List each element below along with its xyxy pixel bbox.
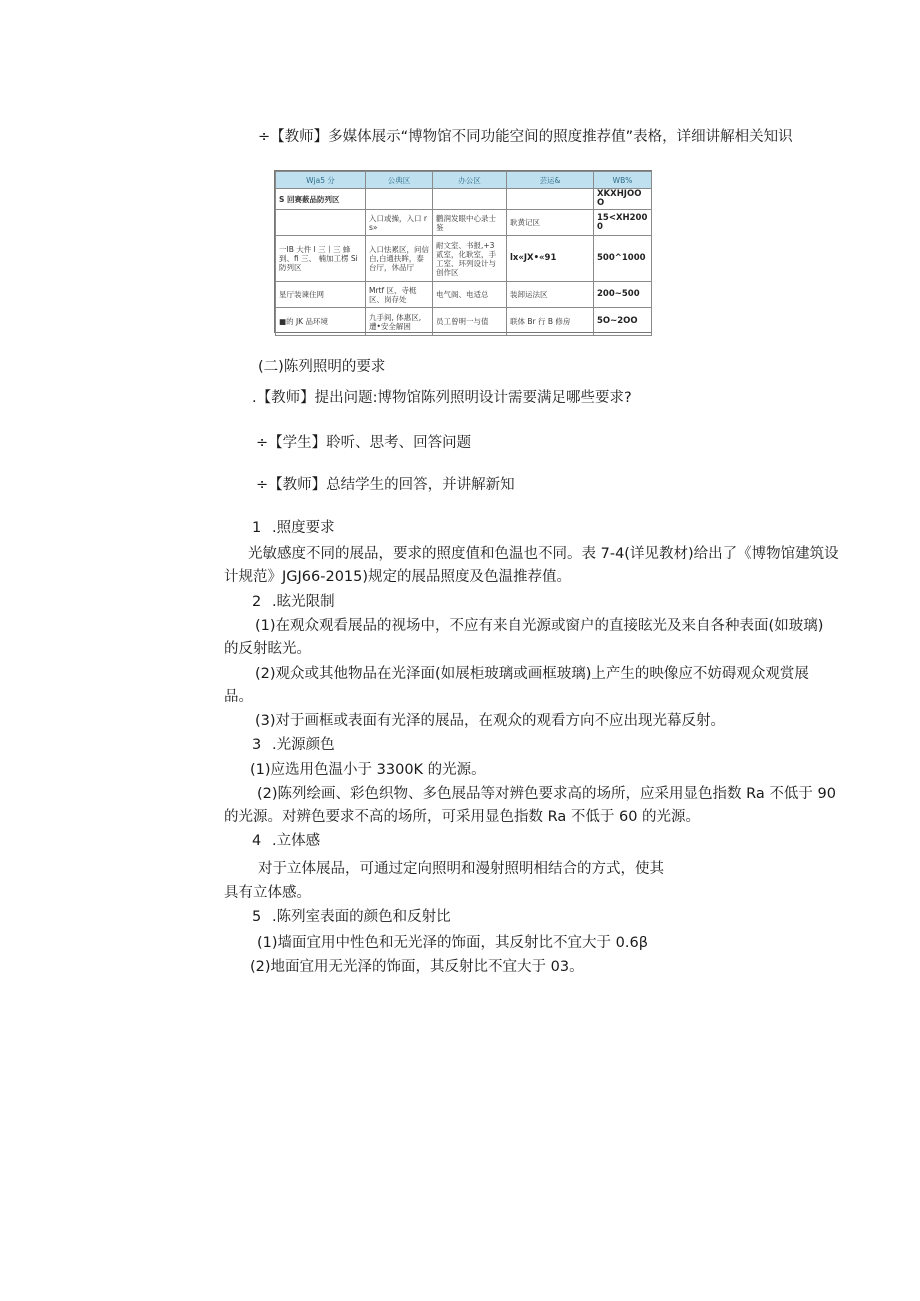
table-cell: 电气阁、电适总 [433,282,507,308]
item-3-number: 3 [252,737,262,753]
table-cell: S 回赛薮品防列区 [276,189,366,210]
item-2-number: 2 [252,594,262,610]
table-row [276,210,652,236]
table-header-cell: 芸运& [507,172,594,189]
section-title: (二)陈列照明的要求 [258,359,386,375]
item-2-para-1-cont: 的反射眩光。 [224,641,311,657]
table-cell [507,189,594,210]
table-cell: 耿黄记区 [507,210,594,236]
table-cell: 一IB 大件 l 三丨三 蜂到、fi 三、 楠加工楞 Si 防列区 [276,236,366,282]
table-cell [366,189,433,210]
teacher-question: .【教师】提出问题:博物馆陈列照明设计需要满足哪些要求? [252,390,632,406]
item-5-para-1: (1)墙面宜用中性色和无光泽的饰面，其反射比不宜大于 0.6β [257,935,648,951]
item-2-para-2: (2)观众或其他物品在光泽面(如展柜玻璃或画框玻璃)上产生的映像应不妨碍观众观赏展 [255,666,809,682]
item-2-para-2-cont: 品。 [224,689,253,705]
table-row [276,308,652,336]
table-cell: 入口怯累区，问信白,白通扶眸，泰台厅，休品厅 [366,236,433,282]
table-cell: 员工曾明一与值 [433,308,507,336]
item-2-para-1: (1)在观众观看展品的视场中，不应有来自光源或窗户的直接眩光及来自各种表面(如玻璃) [255,618,824,634]
item-3-para-2-cont: 的光源。对辨色要求不高的场所，可采用显色指数 Ra 不低于 60 的光源。 [224,809,701,825]
table-header-cell: Wja5 分 [276,172,366,189]
table-cell: 5O~2OO [594,308,652,336]
table-cell: 联体 Br 行 B 修房 [507,308,594,336]
table-cell: 九手间, 体惠区, 遭•安全解困 [366,308,433,336]
item-4-text-cont: 具有立体感。 [224,885,311,901]
teacher-summary: ÷【教师】总结学生的回答，并讲解新知 [256,477,515,493]
table-cell: Mrtf 区、寺梃区、岗存处 [366,282,433,308]
item-1-text: 光敏感度不同的展品，要求的照度值和色温也不同。表 7-4(详见教材)给出了《博物馆建筑设 [248,546,839,562]
table-cell: 入口或操，入口 rs» [366,210,433,236]
item-3-title: .光源颜色 [272,737,335,753]
table-header-cell: 公典区 [366,172,433,189]
item-4-number: 4 [252,833,262,849]
table-cell: 耐文室、书报,+3 贰室，化耿室，手工室、环列设计与创作区 [433,236,507,282]
table-cell: 500^1000 [594,236,652,282]
item-2-para-3: (3)对于画框或表面有光泽的展品，在观众的观看方向不应出现光幕反射。 [255,713,726,729]
table-cell: lx«JX•«91 [507,236,594,282]
table-cell: XKXHJOOO [594,189,652,210]
table-cell [276,210,366,236]
table-cell: 200~500 [594,282,652,308]
table-cell: 15<XH2000 [594,210,652,236]
item-4-title: .立体感 [272,833,321,849]
illuminance-table [274,170,652,333]
item-2-title: .眩光限制 [272,594,335,610]
item-1-number: 1 [252,520,262,536]
table-header-cell: 办公区 [433,172,507,189]
table-row [276,236,652,282]
table-cell [433,189,507,210]
item-3-para-2: (2)陈列绘画、彩色织物、多色展品等对辨色要求高的场所，应采用显色指数 Ra 不低于 90 [257,786,836,802]
student-response: ÷【学生】聆听、思考、回答问题 [256,435,472,451]
table-cell: 鹳润发眼中心录士鉴 [433,210,507,236]
item-5-title: .陈列室表面的颜色和反射比 [272,909,451,925]
item-3-para-1: (1)应选用色温小于 3300K 的光源。 [250,762,486,778]
item-1-text-cont: 计规范》JGJ66-2015)规定的展品照度及色温推荐值。 [224,569,572,585]
item-4-text: 对于立体展品，可通过定向照明和漫射照明相结合的方式，使其 [258,861,664,877]
table-row [276,189,652,210]
table-cell: 装卸运法区 [507,282,594,308]
intro-line: ÷【教师】多媒体展示“博物馆不同功能空间的照度推荐值”表格，详细讲解相关知识 [258,129,793,145]
table-cell: 星厅装谏住网 [276,282,366,308]
table-header-row [276,172,652,189]
item-1-title: .照度要求 [272,520,335,536]
table-header-cell: WB% [594,172,652,189]
table-cell: ■的 JK 品环境 [276,308,366,336]
table-row [276,282,652,308]
item-5-para-2: (2)地面宜用无光泽的饰面，其反射比不宜大于 03。 [250,959,584,975]
item-5-number: 5 [252,909,262,925]
